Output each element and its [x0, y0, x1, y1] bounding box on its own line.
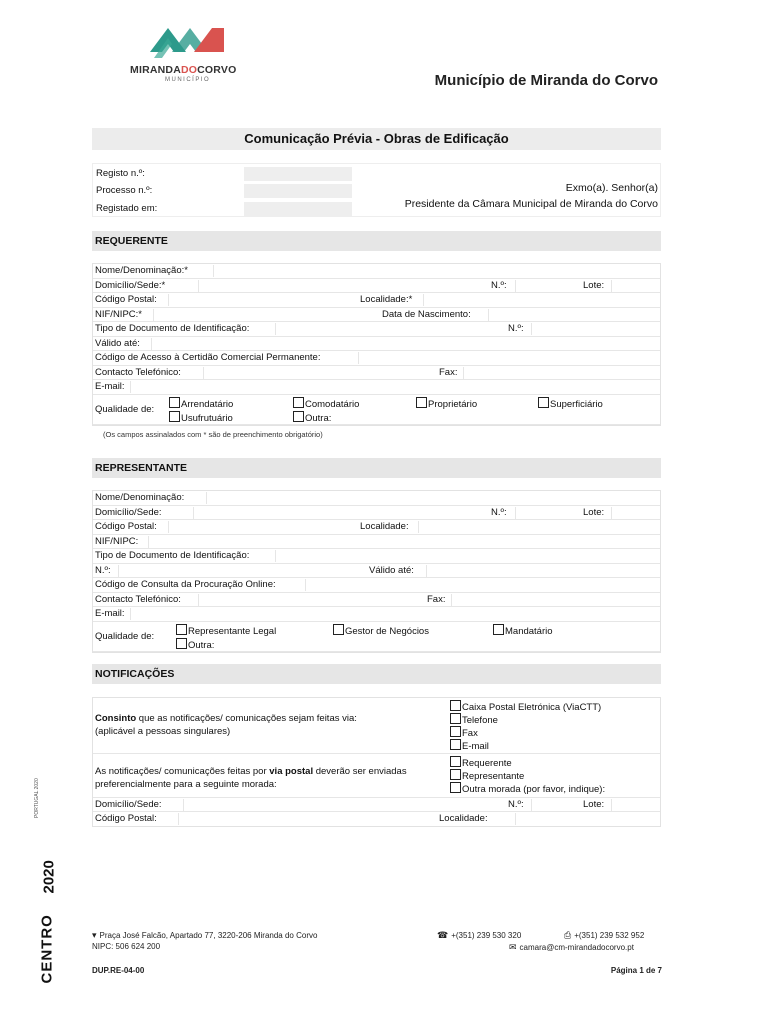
tipo-documento-label: Tipo de Documento de Identificação:	[95, 323, 250, 334]
email-field[interactable]	[130, 381, 660, 393]
rep-numero-field[interactable]	[515, 507, 575, 519]
rep-numero-doc-label: N.º:	[95, 564, 111, 576]
rep-lote-field[interactable]	[611, 507, 660, 519]
checkbox-superficiario[interactable]: Superficiário	[538, 397, 603, 411]
contacto-field[interactable]	[203, 367, 433, 379]
nif-label: NIF/NIPC:*	[95, 308, 142, 320]
mandatory-note: (Os campos assinalados com * são de preenchimento obrigatório)	[103, 430, 323, 439]
addressee-line1: Exmo(a). Senhor(a)	[565, 182, 658, 194]
checkbox-outra[interactable]: Outra:	[293, 411, 331, 425]
codigo-postal-field[interactable]	[168, 294, 353, 306]
centro-logo: CENTRO	[38, 914, 56, 984]
registo-label: Registo n.º:	[96, 168, 145, 179]
representante-heading: REPRESENTANTE	[92, 458, 661, 478]
fax-label: Fax:	[439, 366, 458, 378]
checkbox-email[interactable]: E-mail	[450, 739, 489, 753]
via-postal-text: As notificações/ comunicações feitas por via postal deverão ser enviadas preferencialmente para a seguinte morada:	[95, 766, 407, 790]
notif-codigo-postal-label: Código Postal:	[95, 813, 157, 824]
rep-contacto-label: Contacto Telefónico:	[95, 593, 181, 605]
portugal-2020-logo: 2020	[40, 860, 58, 894]
notif-localidade-field[interactable]	[515, 813, 660, 825]
checkbox-arrendatario[interactable]: Arrendatário	[169, 397, 233, 411]
rep-qualidade-group	[93, 622, 660, 652]
footer-address: ▾ Praça José Falcão, Apartado 77, 3220-206 Miranda do Corvo	[92, 930, 318, 940]
processo-label: Processo n.º:	[96, 185, 153, 196]
rep-valido-label: Válido até:	[369, 564, 414, 576]
registo-field[interactable]	[244, 167, 352, 181]
rep-domicilio-label: Domicílio/Sede:	[95, 506, 162, 518]
rep-numero-label: N.º:	[491, 506, 507, 518]
checkbox-representante[interactable]: Representante	[450, 769, 524, 783]
municipality-title: Município de Miranda do Corvo	[434, 72, 658, 89]
footer-fax: ⎙ +(351) 239 532 952	[564, 930, 645, 940]
notif-numero-label: N.º:	[508, 799, 524, 810]
notif-domicilio-field[interactable]	[183, 799, 503, 811]
numero-label: N.º:	[491, 279, 507, 291]
registado-field[interactable]	[244, 202, 352, 216]
checkbox-fax[interactable]: Fax	[450, 726, 478, 740]
codigo-acesso-label: Código de Acesso à Certidão Comercial Permanente:	[95, 352, 321, 363]
rep-domicilio-field[interactable]	[193, 507, 488, 519]
funding-logos	[32, 770, 62, 984]
checkbox-rep-outra[interactable]: Outra:	[176, 638, 214, 652]
checkbox-outra-morada[interactable]: Outra morada (por favor, indique):	[450, 782, 605, 796]
qualidade-label: Qualidade de:	[95, 403, 155, 415]
localidade-label: Localidade:*	[360, 294, 413, 305]
nome-label: Nome/Denominação:*	[95, 265, 188, 276]
registado-label: Registado em:	[96, 203, 158, 214]
notif-numero-field[interactable]	[531, 799, 575, 811]
addressee-line2: Presidente da Câmara Municipal de Miranda do Corvo	[404, 198, 658, 210]
notif-lote-label: Lote:	[583, 799, 605, 810]
footer-nipc: NIPC: 506 624 200	[92, 942, 161, 951]
checkbox-comodatario[interactable]: Comodatário	[293, 397, 359, 411]
contacto-label: Contacto Telefónico:	[95, 366, 181, 378]
checkbox-requerente[interactable]: Requerente	[450, 756, 512, 770]
phone-icon: ☎	[437, 930, 449, 940]
requerente-heading: REQUERENTE	[92, 231, 661, 251]
domicilio-label: Domicílio/Sede:*	[95, 279, 166, 291]
lote-field[interactable]	[611, 280, 660, 292]
domicilio-field[interactable]	[198, 280, 488, 292]
data-nascimento-label: Data de Nascimento:	[382, 308, 471, 320]
localidade-field[interactable]	[423, 294, 660, 306]
footer-email[interactable]: ✉ camara@cm-mirandadocorvo.pt	[509, 942, 634, 952]
notif-domicilio-label: Domicílio/Sede:	[95, 799, 162, 810]
rep-localidade-label: Localidade:	[360, 521, 409, 532]
funding-small-text: PORTUGAL 2020	[34, 778, 40, 818]
representante-form	[92, 490, 661, 653]
document-code: DUP.RE-04-00	[92, 966, 145, 975]
nif-field[interactable]	[153, 309, 373, 321]
data-nascimento-field[interactable]	[488, 309, 660, 321]
rep-codigo-postal-field[interactable]	[168, 521, 353, 533]
rep-email-field[interactable]	[130, 608, 660, 620]
checkbox-gestor-negocios[interactable]: Gestor de Negócios	[333, 624, 429, 638]
logo-wordmark: MIRANDADOCORVO	[130, 64, 237, 76]
numero-doc-label: N.º:	[508, 323, 524, 334]
email-label: E-mail:	[95, 381, 125, 392]
rep-tipo-documento-label: Tipo de Documento de Identificação:	[95, 550, 250, 561]
rep-fax-field[interactable]	[451, 594, 660, 606]
rep-nif-label: NIF/NIPC:	[95, 535, 139, 547]
registry-block	[92, 163, 661, 217]
rep-codigo-postal-label: Código Postal:	[95, 521, 157, 532]
tipo-documento-field[interactable]	[275, 323, 500, 335]
rep-localidade-field[interactable]	[418, 521, 660, 533]
footer-phone: ☎ +(351) 239 530 320	[437, 930, 522, 940]
numero-field[interactable]	[515, 280, 575, 292]
qualidade-group	[93, 395, 660, 425]
rep-nome-label: Nome/Denominação:	[95, 492, 185, 503]
rep-numero-doc-field[interactable]	[118, 565, 358, 577]
fax-icon: ⎙	[564, 930, 572, 940]
rep-tipo-documento-field[interactable]	[275, 550, 660, 562]
codigo-postal-label: Código Postal:	[95, 294, 157, 305]
numero-doc-field[interactable]	[531, 323, 660, 335]
checkbox-representante-legal[interactable]: Representante Legal	[176, 624, 276, 638]
lote-label: Lote:	[583, 279, 605, 291]
checkbox-telefone[interactable]: Telefone	[450, 713, 498, 727]
checkbox-proprietario[interactable]: Proprietário	[416, 397, 477, 411]
checkbox-viactt[interactable]: Caixa Postal Eletrónica (ViaCTT)	[450, 700, 601, 714]
notificacoes-heading: NOTIFICAÇÕES	[92, 664, 661, 684]
valido-label: Válido até:	[95, 337, 140, 349]
checkbox-usufrutuario[interactable]: Usufrutuário	[169, 411, 233, 425]
rep-codigo-consulta-field[interactable]	[305, 579, 660, 591]
rep-contacto-field[interactable]	[198, 594, 423, 606]
rep-nome-field[interactable]	[206, 492, 660, 504]
rep-lote-label: Lote:	[583, 506, 605, 518]
notif-codigo-postal-field[interactable]	[178, 813, 433, 825]
codigo-acesso-field[interactable]	[358, 352, 660, 364]
notif-localidade-label: Localidade:	[439, 813, 488, 824]
requerente-form	[92, 263, 661, 426]
rep-fax-label: Fax:	[427, 593, 446, 605]
document-title: Comunicação Prévia - Obras de Edificação	[92, 128, 661, 150]
logo-subtitle: MUNICÍPIO	[165, 77, 211, 83]
nome-field[interactable]	[213, 265, 660, 277]
email-icon: ✉	[509, 942, 517, 952]
rep-codigo-consulta-label: Código de Consulta da Procuração Online:	[95, 579, 276, 590]
page-number: Página 1 de 7	[610, 966, 662, 975]
rep-nif-field[interactable]	[148, 536, 660, 548]
processo-field[interactable]	[244, 184, 352, 198]
notificacoes-form	[92, 697, 661, 827]
consinto-text: Consinto que as notificações/ comunicações sejam feitas via: (aplicável a pessoas singulares)	[95, 713, 357, 737]
rep-valido-field[interactable]	[426, 565, 660, 577]
notif-lote-field[interactable]	[611, 799, 660, 811]
rep-qualidade-label: Qualidade de:	[95, 630, 155, 642]
checkbox-mandatario[interactable]: Mandatário	[493, 624, 553, 638]
valido-field[interactable]	[151, 338, 660, 350]
rep-email-label: E-mail:	[95, 608, 125, 619]
fax-field[interactable]	[463, 367, 660, 379]
location-pin-icon: ▾	[92, 930, 97, 940]
